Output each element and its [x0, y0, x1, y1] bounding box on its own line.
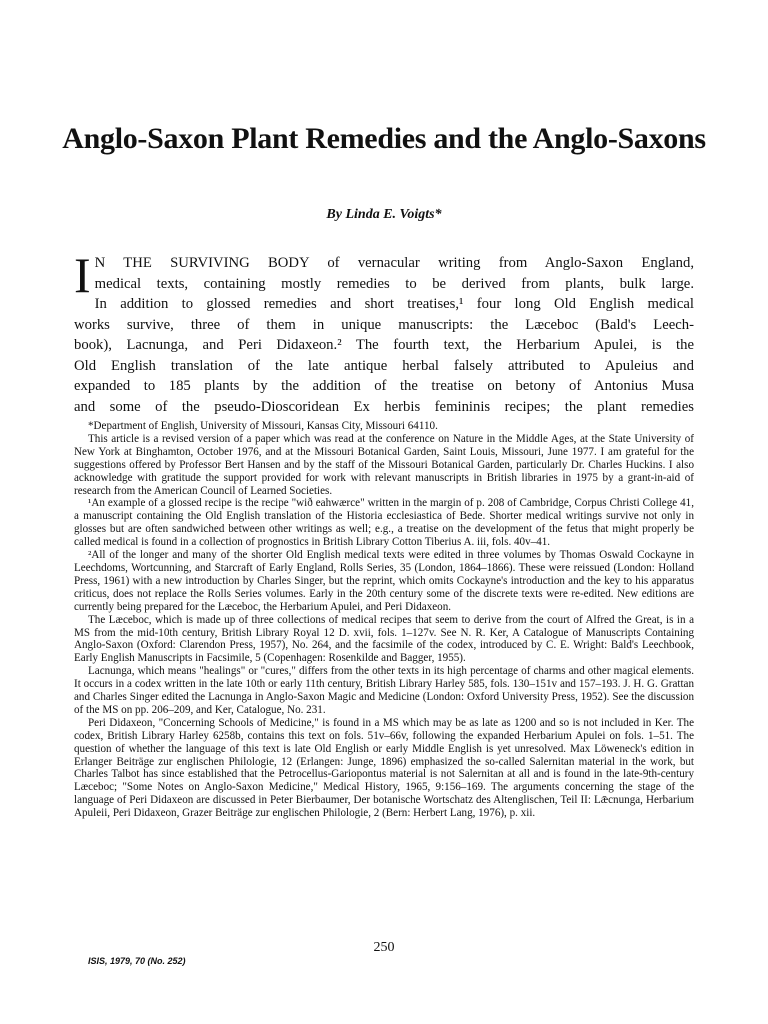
- footnote-acknowledgment: This article is a revised version of a paper which was read at the conference on Nature in the Middle Ages, at the State University of New York at Binghamton, October 1976, and at the Missouri Botanical Garden, Saint Louis, Missouri, June 1977. I am grateful for the suggestions offered by Professor Bert Hansen and by the staff of the Missouri Botanical Garden, particularly Dr. Charles Huckins. I also acknowledge with gratitude the support provided for work with relevant manuscripts in British libraries in 1975 by a grant-in-aid of research from the American Council of Learned Societies.: [74, 432, 694, 497]
- body-line: works survive, three of them in unique manuscripts: the Læceboc (Bald's Leech-: [74, 316, 694, 333]
- opening-paragraph: [74, 247, 694, 417]
- footnote-1: ¹An example of a glossed recipe is the recipe "wið eahwærce" written in the margin of p. 208 of Cambridge, Corpus Christi College 41, a manuscript containing the Old English translation of the Historia ecclesiastica of Bede. Shorter medical writings survive not only in glosses but are often sandwiched between other writings as well; e.g., a treatise on the development of the fetus that might properly be called medical is found in a collection of prognostics in British Library Cotton Tiberius A. iii, fols. 40v–41.: [74, 497, 694, 549]
- body-line: medical texts, containing mostly remedies to be derived from plants, bulk large.: [94, 275, 694, 292]
- journal-citation: ISIS, 1979, 70 (No. 252): [88, 956, 186, 966]
- body-line: and some of the pseudo-Dioscoridean Ex herbis femininis recipes; the plant remedies: [74, 398, 694, 415]
- drop-cap: I: [74, 247, 91, 303]
- body-line: expanded to 185 plants by the addition of the treatise on betony of Antonius Musa: [74, 378, 694, 394]
- footnote-laeceboc: The Læceboc, which is made up of three collections of medical recipes that seem to derive from the court of Alfred the Great, is in a MS from the mid-10th century, British Library Royal 12 D. xvii, fols. 1–127v. See N. R. Ker, A Catalogue of Manuscripts Containing Anglo-Saxon (Oxford: Clarendon Press, 1957), No. 264, and the facsimile of the codex, introduced by C. E. Wright: Bald's Leechbook, Early English Manuscripts in Facsimile, 5 (Copenhagen: Rosenkilde and Bagger, 1955).: [74, 613, 694, 665]
- page-number: 250: [373, 940, 395, 955]
- footnotes: [74, 420, 694, 820]
- body-line: Old English translation of the late antique herbal falsely attributed to Apuleius and: [74, 357, 694, 374]
- body-line: N THE SURVIVING BODY of vernacular writing from Anglo-Saxon England,: [94, 255, 694, 271]
- body-line: book), Lacnunga, and Peri Didaxeon.² The fourth text, the Herbarium Apulei, is the: [74, 337, 694, 353]
- footnote-lacnunga: Lacnunga, which means "healings" or "cures," differs from the other texts in its high percentage of charms and other magical elements. It occurs in a codex written in the late 10th or early 11th century, British Library Harley 585, fols. 130–151v and 157–193. J. H. G. Grattan and Charles Singer edited the Lacnunga in Anglo-Saxon Magic and Medicine (London: Oxford University Press, 1952). See the discussion of the MS on pp. 206–209, and Ker, Catalogue, No. 231.: [74, 665, 694, 716]
- footnote-2: ²All of the longer and many of the shorter Old English medical texts were edited in three volumes by Thomas Oswald Cockayne in Leechdoms, Wortcunning, and Starcraft of Early England, Rolls Series, 35 (London, 1864–1866). These were reissued (London: Holland Press, 1961) with a new introduction by Charles Singer, but the reprint, which omits Cockayne's introduction and the key to his apparatus criticus, does not replace the Rolls Series volumes. Early in the 20th century some of the discrete texts were re-edited. New editions are currently being prepared for the Læceboc, the Herbarium Apulei, and Peri Didaxeon.: [74, 549, 694, 613]
- author-byline: By Linda E. Voigts*: [326, 207, 442, 222]
- footnote-peri-didaxeon: Peri Didaxeon, "Concerning Schools of Medicine," is found in a MS which may be as late as 1200 and so is not included in Ker. The codex, British Library Harley 6258b, contains this text on fols. 51v–66v, following the expanded Herbarium Apulei on fols. 1–51. The question of whether the language of this text is late Old English or early Middle English is yet unresolved. Max Löweneck's edition in Erlanger Beiträge zur englischen Philologie, 12 (Erlangen: Junge, 1896) emphasized the so-called Salernitan material in the work, but Charles Talbot has since established that the Petrocellus-Gariopontus material is not Salernitan at all and is found in the late-9th-century Læceboc; "Some Notes on Anglo-Saxon Medicine," Medical History, 1965, 9:156–169. The arguments concerning the stage of the language of Peri Didaxeon are discussed in Peter Bierbaumer, Der botanische Wortschatz des Altenglischen, Teil II: Lǣcnunga, Herbarium Apuleii, Peri Didaxeon, Grazer Beiträge zur englischen Philologie, 2 (Bern: Herbert Lang, 1976), p. xii.: [74, 716, 694, 820]
- body-line: In addition to glossed remedies and short treatises,¹ four long Old English medical: [94, 296, 694, 312]
- article-title: Anglo-Saxon Plant Remedies and the Anglo-Saxons: [62, 122, 706, 156]
- footnote-affiliation: *Department of English, University of Missouri, Kansas City, Missouri 64110.: [88, 420, 438, 432]
